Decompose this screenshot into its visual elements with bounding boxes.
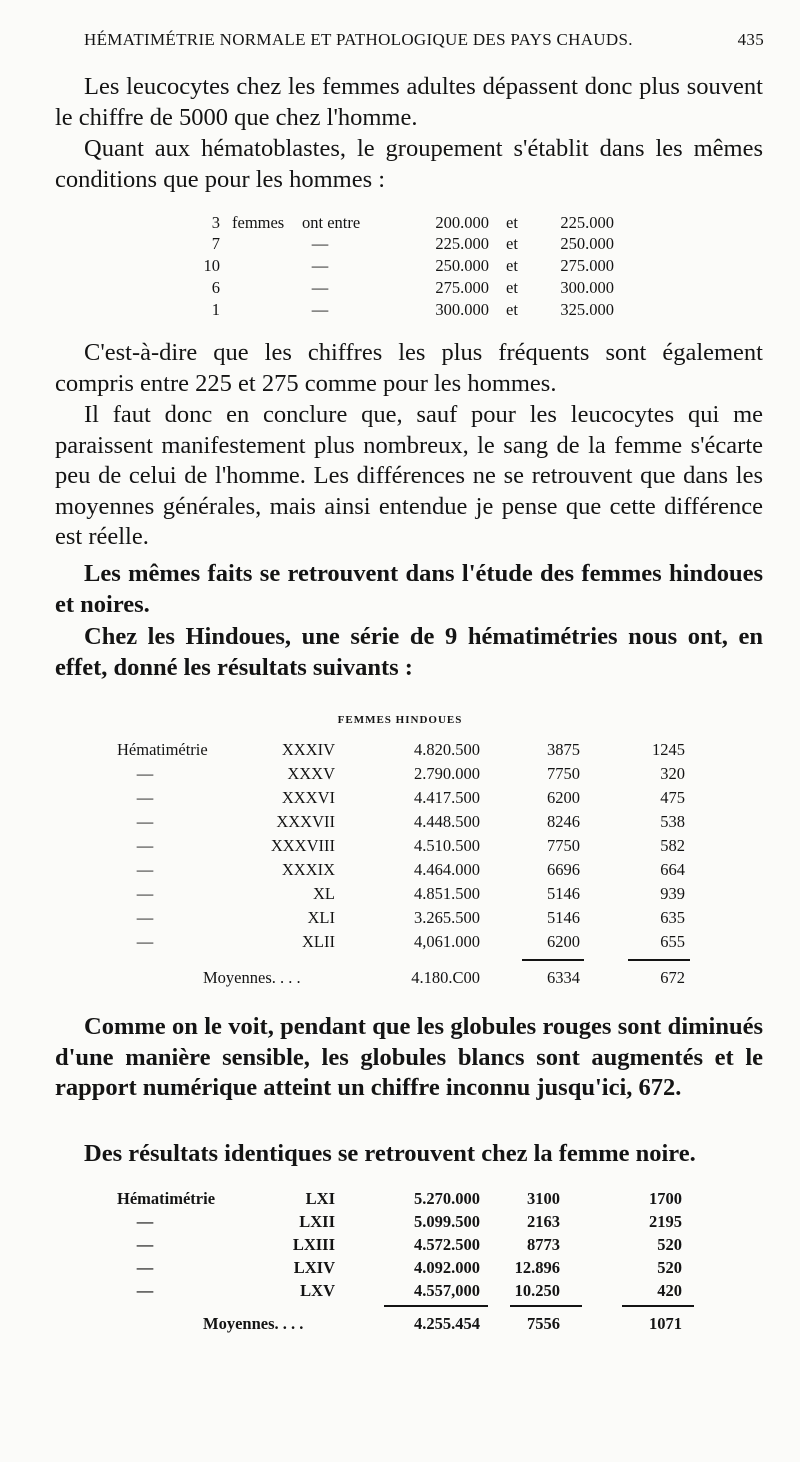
table-row: — XXXV 2.790.000 7750 320 (136, 764, 685, 783)
table-row: — LXIV 4.092.000 12.896 520 (136, 1258, 682, 1277)
table-row: 1 — 300.000 et 325.000 (211, 300, 614, 319)
table-row: — XXXVI 4.417.500 6200 475 (136, 788, 685, 807)
paragraph-hindoues-series: Chez les Hindoues, une série de 9 hématimétries nous ont, en effet, donné les résultats suivants : (55, 623, 763, 681)
table-row: 10 — 250.000 et 275.000 (203, 256, 614, 275)
table-average-row: Moyennes. . . . 4.180.C00 6334 672 (203, 968, 685, 987)
sum-rule (628, 959, 690, 961)
table-row: — LXIII 4.572.500 8773 520 (136, 1235, 682, 1254)
table-row: Hématimétrie XXXIV 4.820.500 3875 1245 (117, 740, 685, 759)
table-row: — XXXVIII 4.510.500 7750 582 (136, 836, 685, 855)
sum-rule (522, 959, 584, 961)
table-row: — XLI 3.265.500 5146 635 (136, 908, 685, 927)
table-row: 3 femmes ont entre 200.000 et 225.000 (211, 213, 614, 232)
table-row: — XL 4.851.500 5146 939 (136, 884, 685, 903)
running-title: HÉMATIMÉTRIE NORMALE ET PATHOLOGIQUE DES PAYS CHAUDS. (84, 30, 633, 49)
table-row: 6 — 275.000 et 300.000 (211, 278, 614, 297)
table-row: — LXII 5.099.500 2163 2195 (136, 1212, 682, 1231)
table-row: Hématimétrie LXI 5.270.000 3100 1700 (117, 1189, 682, 1208)
sum-rule (622, 1305, 694, 1307)
table-row: 7 — 225.000 et 250.000 (211, 234, 614, 253)
table-row: — XXXVII 4.448.500 8246 538 (136, 812, 685, 831)
paragraph-frequent-values: C'est-à-dire que les chiffres les plus fréquents sont également compris entre 225 et 275 comme pour les hommes. (55, 339, 763, 397)
paragraph-hindoues-noires: Les mêmes faits se retrouvent dans l'étude des femmes hindoues et noires. (55, 560, 763, 618)
paragraph-comparison: Comme on le voit, pendant que les globules rouges sont diminués d'une manière sensible, les globules blancs sont augmentés et le rapport numérique atteint un chiffre inconnu jusqu'ici, 672. (55, 1013, 763, 1101)
paragraph-hematoblastes: Quant aux hématoblastes, le groupement s'établit dans les mêmes conditions que pour les hommes : (55, 135, 763, 193)
table-row: — LXV 4.557,000 10.250 420 (136, 1281, 682, 1300)
table-row: — XXXIX 4.464.000 6696 664 (136, 860, 685, 879)
table-row: — XLII 4,061.000 6200 655 (136, 932, 685, 951)
paragraph-conclusion: Il faut donc en conclure que, sauf pour les leucocytes qui me paraissent manifestement plus nombreux, le sang de la femme s'écarte peu de celui de l'homme. Les différences ne se retrouvent que dans les moyennes générales, mais ainsi entendue je pense que cette différence est réelle. (55, 401, 763, 550)
table-average-row: Moyennes. . . . 4.255.454 7556 1071 (203, 1314, 682, 1333)
page-number: 435 (737, 30, 764, 49)
sum-rule (510, 1305, 582, 1307)
paragraph-femme-noire: Des résultats identiques se retrouvent chez la femme noire. (84, 1140, 696, 1167)
paragraph-leucocytes: Les leucocytes chez les femmes adultes dépassent donc plus souvent le chiffre de 5000 que chez l'homme. (55, 73, 763, 131)
sum-rule (384, 1305, 488, 1307)
table-caption: FEMMES HINDOUES (337, 714, 463, 726)
